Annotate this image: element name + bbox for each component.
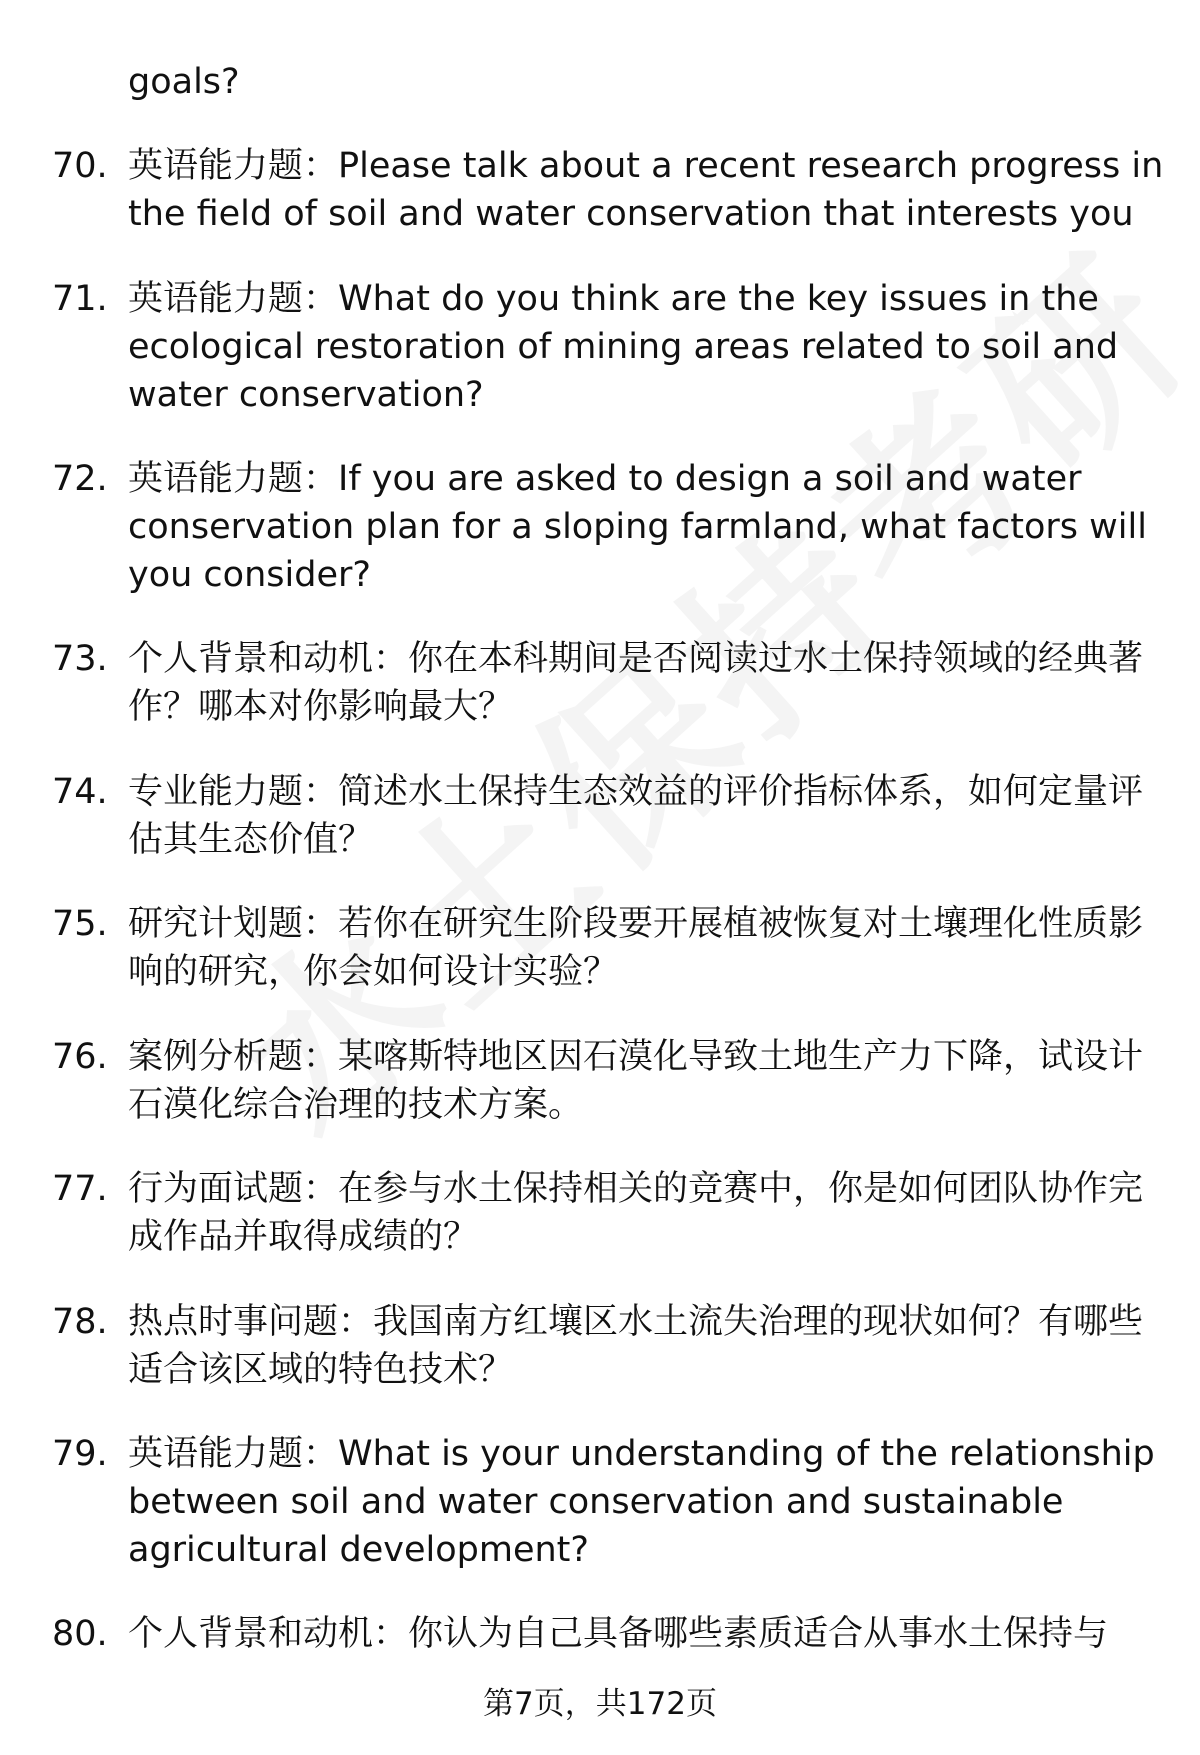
item-number: 76. — [52, 1037, 108, 1077]
item-number: 74. — [52, 772, 108, 812]
item-text: 专业能力题：简述水土保持生态效益的评价指标体系，如何定量评估其生态价值？ — [128, 772, 1144, 860]
continuation-text: goals? — [128, 62, 240, 102]
item-number: 72. — [52, 459, 108, 499]
page-footer: 第7页，共172页 — [483, 1686, 717, 1722]
item-text: 行为面试题：在参与水土保持相关的竞赛中，你是如何团队协作完成作品并取得成绩的？ — [128, 1169, 1144, 1257]
item-text: 个人背景和动机：你认为自己具备哪些素质适合从事水土保持与 — [128, 1614, 1109, 1654]
item-text: 英语能力题：What do you think are the key issues in the ecological restoration of mining areas related to soil and water conservation? — [128, 279, 1119, 415]
item-text: 研究计划题：若你在研究生阶段要开展植被恢复对土壤理化性质影响的研究，你会如何设计实验？ — [128, 904, 1144, 992]
item-number: 71. — [52, 279, 108, 319]
item-number: 73. — [52, 639, 108, 679]
item-number: 80. — [52, 1614, 108, 1654]
item-number: 79. — [52, 1434, 108, 1474]
item-text: 英语能力题：If you are asked to design a soil and water conservation plan for a sloping farmland, what factors will you consider? — [128, 459, 1147, 595]
item-text: 个人背景和动机：你在本科期间是否阅读过水土保持领域的经典著作？哪本对你影响最大？ — [128, 639, 1144, 727]
item-number: 75. — [52, 904, 108, 944]
item-number: 70. — [52, 146, 108, 186]
item-number: 78. — [52, 1302, 108, 1342]
item-text: 英语能力题：What is your understanding of the relationship between soil and water conservation and sustainable agricultural development? — [128, 1434, 1155, 1570]
item-text: 热点时事问题：我国南方红壤区水土流失治理的现状如何？有哪些适合该区域的特色技术？ — [128, 1302, 1144, 1390]
item-text: 案例分析题：某喀斯特地区因石漠化导致土地生产力下降，试设计石漠化综合治理的技术方案。 — [128, 1037, 1144, 1125]
item-number: 77. — [52, 1169, 108, 1209]
item-text: 英语能力题：Please talk about a recent research progress in the field of soil and water conservation that interests you — [128, 146, 1164, 234]
